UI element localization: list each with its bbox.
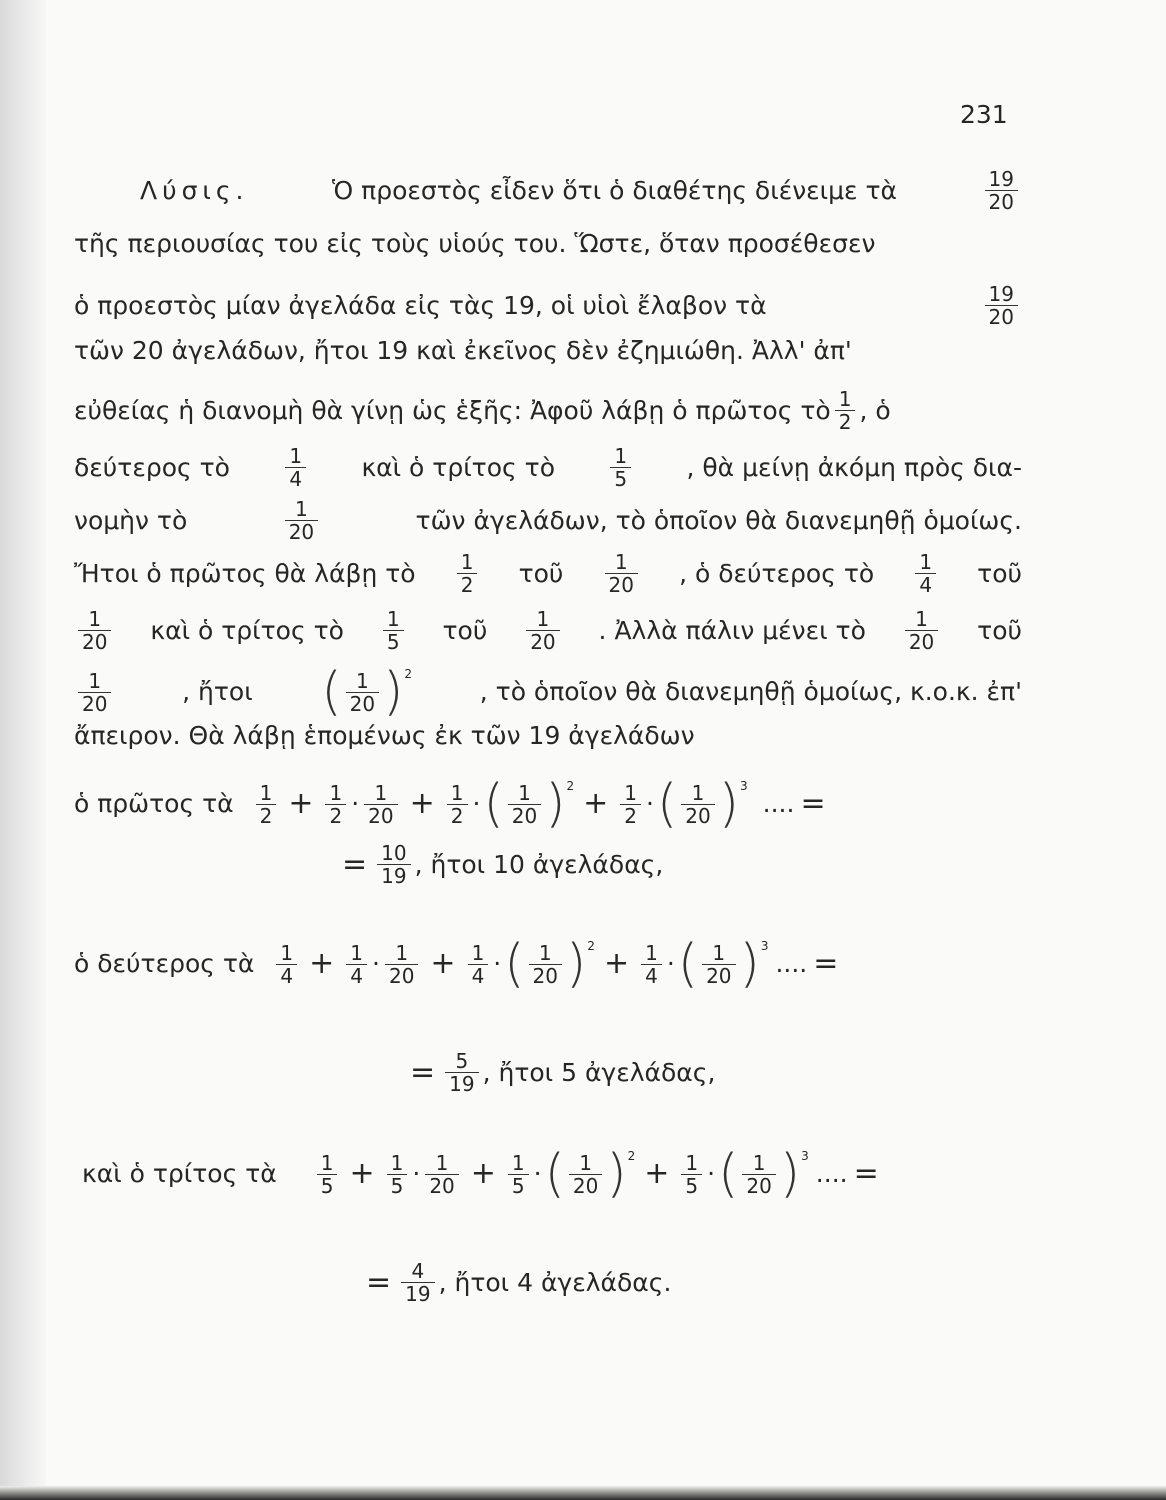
denominator: 20 [985, 305, 1018, 328]
fraction-1-20 [364, 782, 397, 827]
denominator: 20 [346, 692, 379, 715]
power-expression [718, 1144, 809, 1204]
equals-sign: = [800, 786, 826, 821]
text-span: νομὴν τὸ [74, 505, 188, 535]
fraction-1-20 [605, 551, 638, 596]
text-span: τῶν ἀγελάδων, τὸ ὁποῖον θὰ διανεμηθῇ ὁμοίως. [415, 505, 1022, 535]
fraction-1-2 [835, 388, 856, 433]
fraction-1-20 [702, 942, 735, 987]
multiply-dot: · [666, 949, 675, 978]
numerator: 10 [381, 841, 407, 865]
numerator: 1 [390, 1150, 404, 1175]
exponent: 3 [760, 939, 769, 953]
text-span: , ἤτοι 5 ἀγελάδας, [482, 1057, 716, 1087]
exponent: 2 [587, 939, 595, 953]
right-paren: ) [383, 662, 404, 722]
plus-sign: + [583, 786, 609, 821]
first-series-result [336, 842, 936, 887]
numerator: 1 [289, 444, 303, 468]
fraction-1-5 [383, 608, 404, 653]
paragraph-line-7 [74, 498, 1022, 543]
denominator: 20 [985, 190, 1018, 213]
denominator: 2 [256, 804, 277, 827]
denominator: 5 [681, 1174, 702, 1197]
fraction-1-20 [285, 498, 318, 543]
left-paren: ( [483, 774, 504, 834]
numerator: 1 [645, 940, 658, 965]
fraction-1-20 [681, 782, 714, 827]
third-series-result [360, 1260, 960, 1305]
numerator: 1 [712, 940, 726, 965]
text-span: ὁ πρῶτος τὰ [74, 789, 234, 818]
fraction-1-5 [610, 445, 631, 490]
denominator: 2 [835, 410, 856, 433]
text-span: , ὁ δεύτερος τὸ [679, 558, 875, 588]
multiply-dot: · [707, 1159, 716, 1188]
text-span: καὶ ὁ τρίτος τὸ [150, 615, 344, 645]
fraction-1-20 [346, 670, 379, 715]
text-span: , ἤτοι [182, 677, 253, 706]
fraction-1-20 [425, 1152, 458, 1197]
denominator: 19 [445, 1072, 478, 1095]
fraction-1-2 [457, 551, 478, 596]
numerator: 1 [88, 607, 102, 631]
numerator: 1 [295, 497, 308, 521]
fraction-1-2 [256, 782, 277, 827]
denominator: 20 [285, 520, 318, 543]
text-span: , θὰ μείνῃ ἀκόμη πρὸς δια- [686, 452, 1022, 482]
power-expression [656, 774, 748, 834]
denominator: 20 [605, 573, 638, 596]
fraction-1-5 [508, 1152, 529, 1197]
paragraph-line-1 [140, 168, 1022, 213]
fraction-19-20 [985, 168, 1018, 213]
page-number: 231 [960, 100, 1008, 129]
denominator: 20 [78, 692, 111, 715]
text-span: εὐθείας ἡ διανομὴ θὰ γίνῃ ὡς ἑξῆς: Ἀφοῦ λάβῃ ὁ πρῶτος τὸ [74, 395, 831, 425]
multiply-dot: · [372, 949, 380, 978]
second-series-equation [74, 934, 1022, 994]
numerator: 19 [988, 167, 1014, 191]
paragraph-line-6 [74, 445, 1022, 490]
exponent: 3 [740, 779, 748, 793]
numerator: 1 [838, 387, 852, 411]
numerator: 1 [624, 780, 638, 805]
power-expression [677, 934, 769, 994]
fraction-1-4 [641, 942, 662, 987]
equals-sign: = [410, 1054, 436, 1090]
numerator: 1 [614, 550, 628, 574]
exponent: 2 [627, 1149, 636, 1163]
multiply-dot: · [646, 789, 654, 818]
ellipsis: .... [775, 949, 808, 978]
exponent: 2 [404, 667, 413, 681]
right-paren: ) [739, 934, 760, 994]
plus-sign: + [470, 1156, 496, 1191]
plus-sign: + [349, 1156, 375, 1191]
numerator: 1 [450, 780, 464, 805]
numerator: 1 [536, 607, 550, 631]
fraction-1-20 [569, 1152, 602, 1197]
lysis-heading: Λύσις. [140, 175, 249, 205]
text-span: Ὁ προεστὸς εἶδεν ὅτι ὁ διαθέτης διένειμε τὰ [332, 175, 898, 205]
denominator: 4 [276, 964, 297, 987]
text-span: Ἤτοι ὁ πρῶτος θὰ λάβῃ τὸ [74, 558, 416, 588]
fraction-1-20 [78, 608, 111, 653]
text-span: καὶ ὁ τρίτος τὸ [361, 452, 555, 482]
plus-sign: + [430, 946, 456, 981]
paragraph-line-11 [74, 720, 1022, 752]
right-paren: ) [718, 774, 740, 834]
numerator: 1 [435, 1150, 449, 1175]
denominator: 2 [620, 804, 641, 827]
denominator: 20 [526, 630, 559, 653]
numerator: 1 [374, 780, 388, 805]
numerator: 4 [411, 1259, 425, 1283]
paragraph-line-5 [74, 388, 1022, 433]
paragraph-line-8 [74, 551, 1022, 596]
power-expression [483, 774, 575, 834]
denominator: 2 [447, 804, 468, 827]
numerator: 1 [518, 780, 531, 805]
series-expression [313, 1144, 885, 1204]
exponent: 3 [801, 1149, 809, 1163]
fraction-1-20 [385, 942, 418, 987]
numerator: 1 [460, 550, 474, 574]
denominator: 20 [385, 964, 418, 987]
multiply-dot: · [493, 949, 502, 978]
first-series-equation [74, 774, 1022, 834]
denominator: 2 [457, 573, 478, 596]
denominator: 20 [508, 804, 541, 827]
fraction-1-2 [325, 782, 346, 827]
equals-sign: = [813, 946, 839, 981]
text-span: ὁ δεύτερος τὰ [74, 949, 255, 978]
fraction-1-20 [742, 1152, 775, 1197]
multiply-dot: · [533, 1159, 542, 1188]
text-span: ὁ προεστὸς μίαν ἀγελάδα εἰς τὰς 19, οἱ υἱοὶ ἔλαβον τὰ [74, 290, 767, 320]
third-series-equation [82, 1144, 1022, 1204]
second-series-result [404, 1050, 1004, 1095]
fraction-1-20 [78, 670, 111, 715]
denominator: 19 [377, 864, 410, 887]
page-bottom-edge [0, 1486, 1166, 1500]
left-paren: ( [718, 1144, 739, 1204]
paragraph-line-2 [74, 228, 1022, 260]
text-span: τῆς περιουσίας του εἰς τοὺς υἱούς του. Ὥστε, ὅταν προσέθεσεν [74, 229, 876, 258]
right-paren: ) [545, 774, 566, 834]
right-paren: ) [779, 1144, 801, 1204]
numerator: 1 [919, 550, 933, 574]
fraction-10-19 [377, 842, 410, 887]
right-paren: ) [606, 1144, 627, 1204]
denominator: 5 [610, 467, 631, 490]
equals-sign: = [853, 1156, 879, 1191]
denominator: 20 [425, 1174, 458, 1197]
denominator: 20 [742, 1174, 775, 1197]
fraction-1-20 [905, 608, 938, 653]
denominator: 20 [702, 964, 735, 987]
numerator: 19 [988, 282, 1014, 306]
numerator: 1 [259, 780, 273, 805]
fraction-1-4 [346, 942, 367, 987]
denominator: 20 [78, 630, 111, 653]
numerator: 1 [329, 780, 343, 805]
text-span: ἄπειρον. Θὰ λάβῃ ἑπομένως ἐκ τῶν 19 ἀγελάδων [74, 721, 695, 750]
numerator: 1 [320, 1150, 334, 1175]
text-span: καὶ ὁ τρίτος τὰ [82, 1159, 277, 1188]
denominator: 20 [529, 964, 562, 987]
paragraph-line-3 [74, 283, 1022, 328]
fraction-1-2 [620, 782, 641, 827]
denominator: 4 [915, 573, 936, 596]
numerator: 1 [579, 1150, 592, 1175]
fraction-1-20 [508, 782, 541, 827]
denominator: 4 [468, 964, 489, 987]
denominator: 2 [325, 804, 346, 827]
numerator: 1 [395, 940, 409, 965]
numerator: 1 [915, 607, 928, 631]
fraction-1-5 [681, 1152, 702, 1197]
fraction-1-4 [276, 942, 297, 987]
right-paren: ) [566, 934, 587, 994]
ellipsis: .... [762, 789, 795, 818]
fraction-1-5 [317, 1152, 338, 1197]
multiply-dot: · [412, 1159, 421, 1188]
fraction-1-4 [468, 942, 489, 987]
numerator: 1 [614, 444, 628, 468]
text-span: . Ἀλλὰ πάλιν μένει τὸ [598, 615, 866, 645]
equals-sign: = [366, 1264, 392, 1300]
numerator: 1 [685, 1150, 699, 1175]
multiply-dot: · [472, 789, 481, 818]
plus-sign: + [603, 946, 630, 981]
left-paren: ( [504, 934, 525, 994]
text-span: τοῦ [518, 558, 564, 588]
denominator: 5 [387, 1174, 408, 1197]
denominator: 4 [641, 964, 662, 987]
numerator: 1 [538, 940, 552, 965]
numerator: 5 [455, 1049, 469, 1073]
denominator: 20 [681, 804, 714, 827]
fraction-1-4 [285, 445, 306, 490]
denominator: 19 [401, 1282, 434, 1305]
text-span: δεύτερος τὸ [74, 452, 230, 482]
paragraph-line-4 [74, 335, 1022, 367]
text-span: τοῦ [977, 558, 1022, 588]
plus-sign: + [409, 786, 435, 821]
fraction-1-20 [526, 608, 559, 653]
paragraph-line-9 [74, 608, 1022, 653]
fraction-1-20 [529, 942, 562, 987]
denominator: 5 [383, 630, 404, 653]
numerator: 1 [511, 1150, 525, 1175]
text-span: , ἤτοι 4 ἀγελάδας. [438, 1267, 672, 1297]
fraction-1-5 [387, 1152, 408, 1197]
denominator: 20 [905, 630, 938, 653]
fraction-1-4 [915, 551, 936, 596]
text-span: , ὁ [859, 395, 891, 425]
fraction-19-20 [985, 283, 1018, 328]
ellipsis: .... [815, 1159, 848, 1188]
series-expression [272, 934, 844, 994]
numerator: 1 [350, 940, 364, 965]
denominator: 5 [317, 1174, 338, 1197]
numerator: 1 [356, 668, 369, 693]
numerator: 1 [386, 607, 400, 631]
denominator: 20 [569, 1174, 602, 1197]
numerator: 1 [752, 1150, 766, 1175]
plus-sign: + [309, 946, 335, 981]
left-paren: ( [544, 1144, 565, 1204]
denominator: 5 [508, 1174, 529, 1197]
text-span: , τὸ ὁποῖον θὰ διανεμηθῇ ὁμοίως, κ.ο.κ. ἐπ' [479, 677, 1022, 706]
exponent: 2 [566, 779, 575, 793]
text-span: τῶν 20 ἀγελάδων, ἤτοι 19 καὶ ἐκεῖνος δὲν ἐζημιώθη. Ἀλλ' ἀπ' [74, 336, 852, 365]
equals-sign: = [342, 846, 368, 882]
numerator: 1 [691, 780, 705, 805]
left-paren: ( [321, 662, 342, 722]
book-gutter-shadow [0, 0, 46, 1500]
fraction-1-2 [447, 782, 468, 827]
denominator: 4 [346, 964, 367, 987]
denominator: 20 [364, 804, 397, 827]
paragraph-line-10 [74, 662, 1022, 722]
numerator: 1 [88, 668, 102, 693]
power-expression [504, 934, 595, 994]
series-expression [252, 774, 832, 834]
plus-sign: + [644, 1156, 670, 1191]
numerator: 1 [471, 940, 485, 965]
left-paren: ( [677, 934, 699, 994]
left-paren: ( [656, 774, 678, 834]
text-span: τοῦ [442, 615, 488, 645]
denominator: 4 [285, 467, 306, 490]
text-span: , ἤτοι 10 ἀγελάδας, [414, 849, 664, 879]
multiply-dot: · [351, 789, 360, 818]
fraction-4-19 [401, 1260, 434, 1305]
power-expression [544, 1144, 636, 1204]
fraction-5-19 [445, 1050, 478, 1095]
numerator: 1 [280, 940, 294, 965]
plus-sign: + [288, 786, 314, 821]
power-expression [321, 662, 413, 722]
text-span: τοῦ [977, 615, 1022, 645]
